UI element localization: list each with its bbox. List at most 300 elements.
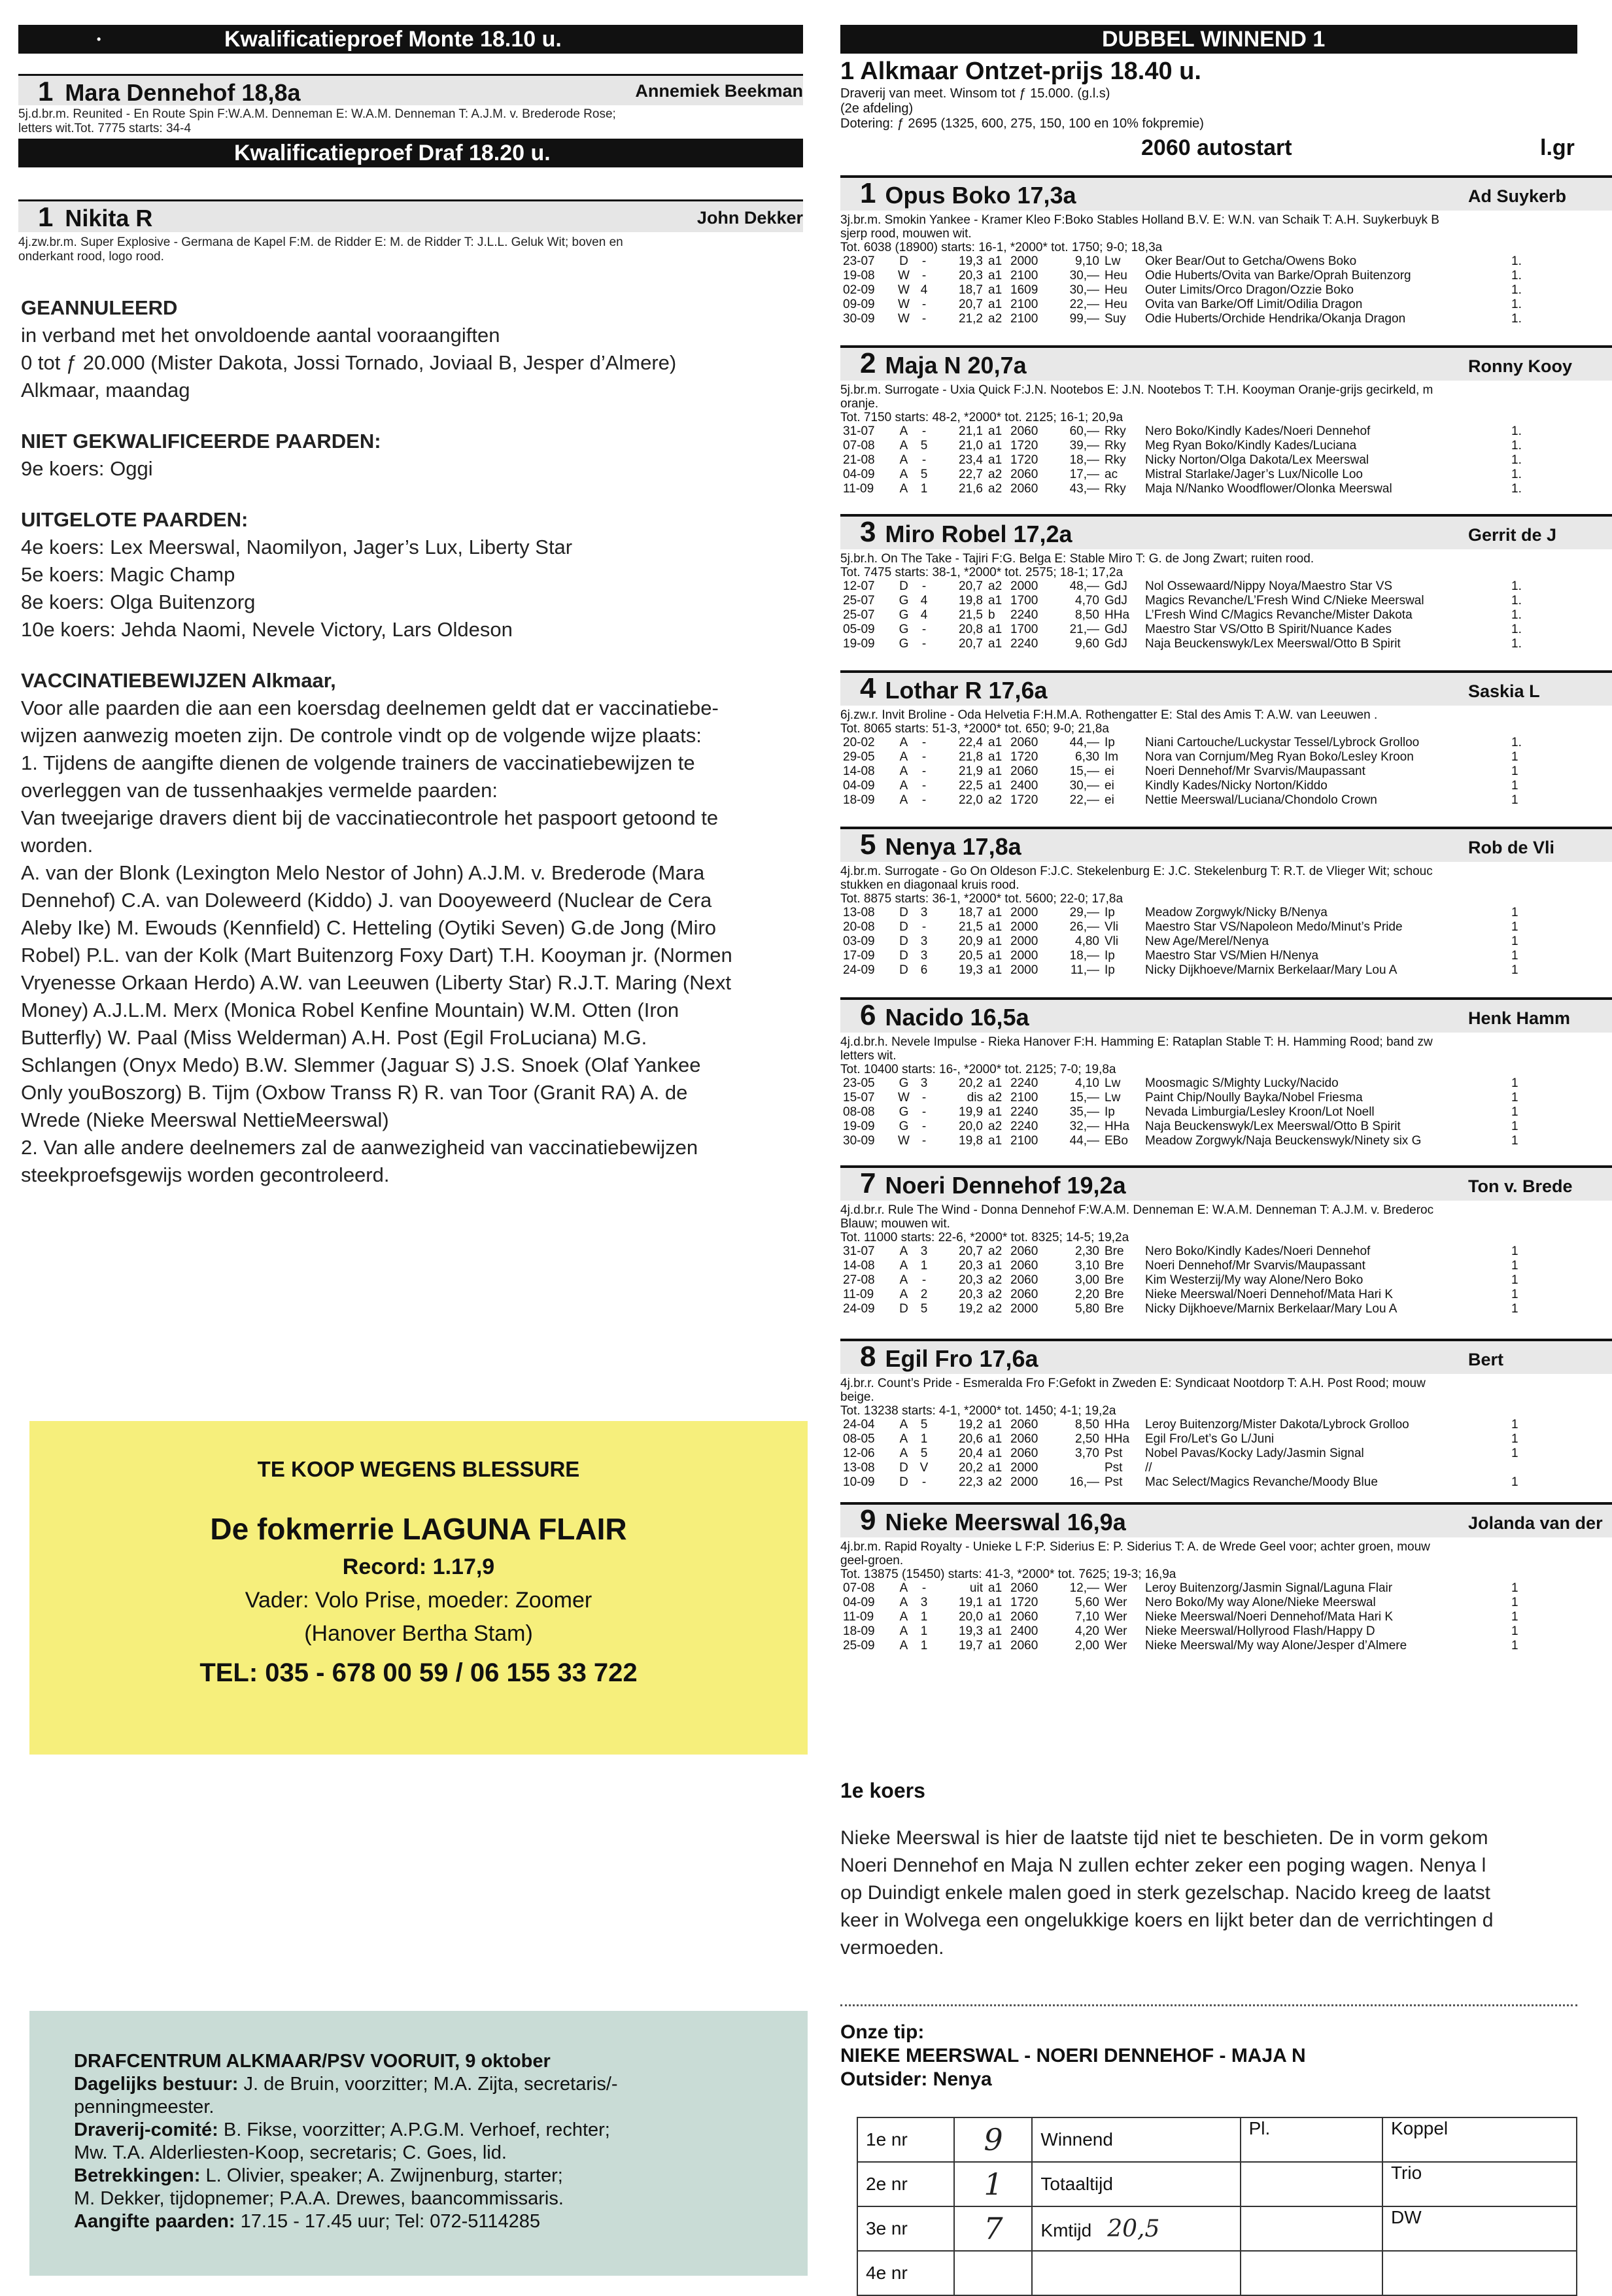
grid-extra: Pl. (1241, 2117, 1382, 2162)
table-row (840, 1091, 1535, 1105)
table-cell: 1. (1511, 298, 1522, 311)
table-cell: 4 (920, 608, 928, 622)
table-cell: Wer (1105, 1596, 1127, 1609)
table-cell: 21-08 (843, 453, 875, 467)
table-row (840, 963, 1535, 978)
table-cell: 1 (1511, 764, 1518, 778)
koers-title: 1e koers (840, 1779, 925, 1802)
table-row (840, 750, 1535, 764)
table-cell: 22,7 (959, 468, 983, 481)
table-cell: 15,— (1069, 1091, 1099, 1105)
grid-row (857, 2117, 1577, 2162)
horse-info-line: Tot. 13875 (15450) starts: 41-3, *2000* tot. 7625; 19-3; 16,9a (840, 1568, 1176, 1581)
table-cell: Odie Huberts/Orchide Hendrika/Okanja Dragon (1145, 312, 1406, 326)
section-line: Vryenesse Orkaan Herdo) A.W. van Leeuwen (Liberty Star) R.J.T. Maring (Next (21, 971, 731, 994)
table-cell: a1 (988, 1105, 1003, 1119)
table-cell: 18-09 (843, 1624, 875, 1638)
table-cell: G (899, 637, 909, 651)
table-cell (1048, 1461, 1102, 1475)
table-cell: A (899, 1624, 908, 1638)
table-row (840, 312, 1535, 326)
form-table (840, 736, 1535, 808)
table-row (840, 1447, 1535, 1461)
table-cell: - (921, 1120, 927, 1133)
table-cell: 07-08 (843, 439, 875, 453)
table-cell: A (899, 779, 908, 793)
table-cell: 20,9 (959, 934, 983, 948)
section-line: 2. Van alle andere deelnemers zal de aanwezigheid van vaccinatiebewijzen (21, 1136, 698, 1159)
driver-name: Rob de Vli (1468, 838, 1555, 857)
table-cell: 1. (1511, 468, 1522, 481)
table-cell: D (899, 906, 908, 919)
board-info-box (29, 2011, 808, 2276)
table-cell: a1 (988, 1447, 1003, 1460)
table-cell: 4,10 (1075, 1076, 1099, 1090)
table-cell: 2060 (1010, 764, 1038, 778)
table-cell: Maestro Star VS/Otto B Spirit/Nuance Kades (1145, 623, 1392, 636)
table-cell: Nevada Limburgia/Lesley Kroon/Lot Noell (1145, 1105, 1375, 1119)
table-cell: 2,30 (1075, 1244, 1099, 1258)
table-cell: 20,0 (959, 1120, 983, 1133)
ad-parents: Vader: Volo Prise, moeder: Zoomer (245, 1588, 592, 1613)
table-cell: 1 (1511, 906, 1518, 919)
horse-number: 9 (860, 1504, 876, 1536)
table-cell: Heu (1105, 269, 1127, 283)
table-cell: D (899, 920, 908, 934)
table-cell: - (921, 793, 927, 807)
horse-info-line: Tot. 6038 (18900) starts: 16-1, *2000* tot. 1750; 9-0; 18,3a (840, 241, 1163, 254)
table-row (840, 1134, 1535, 1148)
table-cell: - (921, 1273, 927, 1287)
table-cell: a2 (988, 1091, 1003, 1105)
table-cell: 31-07 (843, 1244, 875, 1258)
horse-number: 7 (860, 1167, 876, 1199)
section-title: UITGELOTE PAARDEN: (21, 508, 249, 531)
horse-number: 1 (860, 177, 876, 209)
table-cell: a1 (988, 1596, 1003, 1609)
table-cell: 31-07 (843, 424, 875, 438)
koers-line: keer in Wolvega een ongelukkige koers en lijkt beter dan de verrichtingen d (840, 1910, 1494, 1931)
table-cell: 5 (920, 1418, 928, 1431)
driver-name: Gerrit de J (1468, 525, 1557, 545)
table-row (840, 298, 1535, 312)
table-cell: - (921, 269, 927, 283)
table-cell: Ovita van Barke/Off Limit/Odilia Dragon (1145, 298, 1363, 311)
grid-right: Trio (1382, 2162, 1577, 2206)
driver-name: Ad Suykerb (1468, 186, 1567, 206)
table-cell: 12-07 (843, 579, 875, 593)
horse-info-line: 5j.br.h. On The Take - Tajiri F:G. Belga E: Stable Miro T: G. de Jong Zwart; ruiten rood. (840, 552, 1314, 566)
table-cell: - (921, 312, 927, 326)
table-cell: Im (1105, 750, 1119, 764)
board-row (74, 2210, 808, 2233)
section-line: worden. (21, 834, 94, 857)
table-cell: Mac Select/Magics Revanche/Moody Blue (1145, 1475, 1378, 1489)
table-cell: - (921, 1091, 927, 1105)
table-cell: 19-09 (843, 1120, 875, 1133)
board-row (74, 2187, 808, 2210)
horse-info (840, 1033, 1612, 1076)
table-cell: A (899, 736, 908, 749)
table-cell: 20,6 (959, 1432, 983, 1446)
horse-info (840, 549, 1612, 579)
table-cell: a1 (988, 920, 1003, 934)
section-line: Alkmaar, maandag (21, 379, 190, 402)
grid-hand-number: 9 (954, 2117, 1032, 2162)
section-line: Robel) P.L. van der Kolk (Mart Buitenzorg Foxy Dart) T.H. Kooyman jr. (Normen (21, 944, 732, 967)
table-cell: New Age/Merel/Nenya (1145, 934, 1269, 948)
section-line: Money) A.J.L.M. Merx (Monica Robel Kenfine Mountain) W.M. Otten (Iron (21, 999, 679, 1021)
table-cell: 21,0 (959, 439, 983, 453)
table-cell: 30,— (1069, 269, 1099, 283)
table-cell: V (919, 1461, 929, 1475)
table-cell: 2100 (1010, 1134, 1038, 1148)
table-cell: Nieke Meerswal/Hollyrood Flash/Happy D (1145, 1624, 1375, 1638)
table-cell: Naja Beuckenswyk/Lex Meerswal/Otto B Spirit (1145, 637, 1401, 651)
table-cell: A (899, 1610, 908, 1624)
table-cell: 30,— (1069, 779, 1099, 793)
grid-right (1382, 2251, 1577, 2295)
table-cell: 20,3 (959, 269, 983, 283)
table-cell: 8,50 (1075, 608, 1099, 622)
horse-info-line: geel-groen. (840, 1554, 904, 1568)
table-row (840, 1610, 1535, 1624)
board-title: DRAFCENTRUM ALKMAAR/PSV VOORUIT, 9 oktober (74, 2051, 551, 2072)
table-cell: Naja Beuckenswyk/Lex Meerswal/Otto B Spirit (1145, 1120, 1401, 1133)
table-cell: 30,— (1069, 283, 1099, 297)
table-cell: Outer Limits/Orco Dragon/Ozzie Boko (1145, 283, 1354, 297)
horse-name: Maja N 20,7a (885, 352, 1027, 379)
table-cell: 1 (1511, 779, 1518, 793)
table-cell: 4,80 (1075, 934, 1099, 948)
table-cell: 19,2 (959, 1418, 983, 1431)
horse-info-line: Tot. 11000 starts: 22-6, *2000* tot. 8325; 14-5; 19,2a (840, 1231, 1129, 1244)
table-cell: 18,7 (959, 906, 983, 919)
horse-name: Lothar R 17,6a (885, 677, 1048, 704)
table-cell: a1 (988, 1610, 1003, 1624)
table-cell: 18,— (1069, 453, 1099, 467)
table-cell: a2 (988, 1475, 1003, 1489)
table-cell: G (899, 1105, 909, 1119)
table-cell: Ip (1105, 736, 1115, 749)
table-cell: A (899, 1259, 908, 1273)
table-cell: Lw (1105, 254, 1121, 268)
table-cell: a2 (988, 793, 1003, 807)
section-line: in verband met het onvoldoende aantal vooraangiften (21, 324, 500, 347)
table-cell: Nieke Meerswal/My way Alone/Jesper d’Almere (1145, 1639, 1407, 1653)
table-cell: 4 (920, 283, 928, 297)
table-cell: a1 (988, 298, 1003, 311)
table-cell: 6 (920, 963, 928, 977)
driver-name: Ronny Kooy (1468, 356, 1572, 376)
table-cell: 19,8 (959, 594, 983, 608)
table-cell: 19,2 (959, 1302, 983, 1316)
table-cell: 2100 (1010, 298, 1038, 311)
section-line: 5e koers: Magic Champ (21, 563, 235, 586)
table-cell: Nero Boko/My way Alone/Nieke Meerswal (1145, 1596, 1376, 1609)
board-row (74, 2073, 808, 2096)
horse-header (840, 175, 1612, 211)
horse-entry (840, 670, 1612, 808)
table-row (840, 608, 1535, 623)
horse-number: 6 (860, 999, 876, 1031)
table-cell: 1. (1511, 283, 1522, 297)
table-cell: 1609 (1010, 283, 1038, 297)
table-cell: 1. (1511, 579, 1522, 593)
table-row (840, 920, 1535, 934)
table-cell: 19,3 (959, 1624, 983, 1638)
table-cell: Odie Huberts/Ovita van Barke/Oprah Buitenzorg (1145, 269, 1411, 283)
bullet-icon: • (97, 33, 101, 46)
table-cell: dis (967, 1091, 983, 1105)
table-cell: Vli (1105, 934, 1119, 948)
table-cell: Rky (1105, 439, 1126, 453)
table-cell: Noeri Dennehof/Mr Svarvis/Maupassant (1145, 1259, 1365, 1273)
horse-header (840, 1339, 1612, 1374)
table-cell: a1 (988, 269, 1003, 283)
draf-header-bar (18, 139, 803, 167)
table-cell: 2000 (1010, 920, 1038, 934)
horse-info-line: stukken en diagonaal kruis rood. (840, 878, 1020, 892)
horse-header (840, 827, 1612, 862)
table-cell: A (899, 764, 908, 778)
table-cell: Nora van Cornjum/Meg Ryan Boko/Lesley Kroon (1145, 750, 1414, 764)
table-cell: Rky (1105, 453, 1126, 467)
table-cell: 2060 (1010, 1418, 1038, 1431)
table-cell: D (899, 1475, 908, 1489)
table-cell: 1 (1511, 750, 1518, 764)
table-cell: 1 (1511, 1418, 1518, 1431)
table-cell: W (898, 283, 910, 297)
race-condition-line: Draverij van meet. Winsom tot ƒ 15.000. (g.l.s) (840, 86, 1110, 101)
board-row (74, 2119, 808, 2142)
table-row (840, 1105, 1535, 1120)
table-cell: 25-07 (843, 594, 875, 608)
table-cell: 5,60 (1075, 1596, 1099, 1609)
board-row-text: L. Olivier, speaker; A. Zwijnenburg, starter; (200, 2165, 563, 2186)
table-cell: 14-08 (843, 1259, 875, 1273)
table-cell (1509, 1461, 1535, 1475)
table-cell: 09-09 (843, 298, 875, 311)
section-line: 9e koers: Oggi (21, 457, 153, 480)
ad-heading: TE KOOP WEGENS BLESSURE (257, 1457, 580, 1481)
table-cell: a1 (988, 1432, 1003, 1446)
table-cell: 2100 (1010, 1091, 1038, 1105)
table-cell: W (898, 1134, 910, 1148)
table-cell: Wer (1105, 1581, 1127, 1595)
table-row (840, 1288, 1535, 1302)
table-row (840, 1244, 1535, 1259)
table-cell: 1 (1511, 963, 1518, 977)
table-cell: G (899, 594, 909, 608)
table-cell: 1 (1511, 1447, 1518, 1460)
horse-name: Nacido 16,5a (885, 1004, 1029, 1031)
table-cell: 08-05 (843, 1432, 875, 1446)
table-cell: a1 (988, 1134, 1003, 1148)
driver-name: Henk Hamm (1468, 1008, 1571, 1028)
section-line: 0 tot ƒ 20.000 (Mister Dakota, Jossi Tornado, Joviaal B, Jesper d’Almere) (21, 351, 677, 374)
board-row-text: Mw. T.A. Alderliesten-Koop, secretaris; C. Goes, lid. (74, 2142, 507, 2163)
table-cell: 29-05 (843, 750, 875, 764)
table-cell: 1720 (1010, 439, 1038, 453)
table-cell: 20,0 (959, 1610, 983, 1624)
section-line: overleggen van de tussenhaakjes vermelde paarden: (21, 779, 498, 802)
table-cell: Nicky Dijkhoeve/Marnix Berkelaar/Mary Lou A (1145, 963, 1398, 977)
table-cell: - (921, 637, 927, 651)
table-cell: 19,3 (959, 963, 983, 977)
table-cell: 8,50 (1075, 1418, 1099, 1431)
horse-header (840, 1165, 1612, 1201)
table-cell: - (921, 764, 927, 778)
table-cell: a1 (988, 934, 1003, 948)
board-rows (74, 2073, 808, 2233)
table-cell: D (899, 579, 908, 593)
horse-info-line: Tot. 13238 starts: 4-1, *2000* tot. 1450; 4-1; 19,2a (840, 1404, 1116, 1418)
table-cell: 25-09 (843, 1639, 875, 1653)
table-cell: a1 (988, 1581, 1003, 1595)
outsider-text: Outsider: Nenya (840, 2068, 992, 2090)
table-cell: a2 (988, 312, 1003, 326)
horse-name: Nikita R (65, 205, 153, 231)
table-cell: Ip (1105, 906, 1115, 919)
table-cell: W (898, 312, 910, 326)
table-cell: Ip (1105, 963, 1115, 977)
table-cell: 3,70 (1075, 1447, 1099, 1460)
table-cell: 2400 (1010, 779, 1038, 793)
grid-label-text: Kmtijd (1040, 2219, 1092, 2240)
table-cell: A (899, 482, 908, 496)
table-cell: a2 (988, 1273, 1003, 1287)
table-cell: 2060 (1010, 1288, 1038, 1301)
table-row (840, 1302, 1535, 1316)
table-cell: A (899, 1447, 908, 1460)
table-cell: a1 (988, 1418, 1003, 1431)
form-table (840, 1076, 1535, 1148)
table-cell: 2060 (1010, 1259, 1038, 1273)
table-cell: Ip (1105, 949, 1115, 963)
table-cell: 3 (920, 934, 928, 948)
table-cell: 1 (920, 1624, 928, 1638)
board-row-text: penningmeester. (74, 2097, 214, 2117)
monte-horse-info (18, 107, 803, 136)
table-cell: Nieke Meerswal/Noeri Dennehof/Mata Hari K (1145, 1610, 1394, 1624)
horse-info-line: letters wit. (840, 1049, 897, 1063)
table-cell: Pst (1105, 1447, 1123, 1460)
table-cell: Maja N/Nanko Woodflower/Olonka Meerswal (1145, 482, 1392, 496)
table-cell: 2000 (1010, 1461, 1038, 1475)
table-cell: a2 (988, 1288, 1003, 1301)
horse-entry (840, 345, 1612, 496)
table-cell: 2240 (1010, 1120, 1038, 1133)
koers-text (840, 1825, 1612, 1962)
table-cell: 21,9 (959, 764, 983, 778)
horse-info (840, 706, 1612, 736)
grid-hand-time: 20,5 (1107, 2215, 1160, 2242)
table-row (840, 1475, 1535, 1490)
tip-label: Onze tip: (840, 2021, 925, 2043)
table-cell: a1 (988, 906, 1003, 919)
ad-record: Record: 1.17,9 (342, 1554, 495, 1579)
horse-info-line: 3j.br.m. Smokin Yankee - Kramer Kleo F:Boko Stables Holland B.V. E: W.N. van Schaik T: A.H. Suykerbuyk B (840, 213, 1439, 227)
section-title: NIET GEKWALIFICEERDE PAARDEN: (21, 430, 381, 453)
table-cell: Leroy Buitenzorg/Mister Dakota/Lybrock Grolloo (1145, 1418, 1409, 1431)
table-cell: Leroy Buitenzorg/Jasmin Signal/Laguna Flair (1145, 1581, 1393, 1595)
table-cell: a1 (988, 750, 1003, 764)
table-cell: 20,4 (959, 1447, 983, 1460)
table-row (840, 1639, 1535, 1653)
table-cell: a1 (988, 963, 1003, 977)
table-cell: 18,— (1069, 949, 1099, 963)
table-cell: A (899, 1244, 908, 1258)
grid-row (857, 2162, 1577, 2206)
driver-name: Jolanda van der (1468, 1513, 1603, 1533)
table-cell: - (921, 623, 927, 636)
table-cell: Moosmagic S/Mighty Lucky/Nacido (1145, 1076, 1339, 1090)
horse-info-line: Tot. 10400 starts: 16-, *2000* tot. 2125; 7-0; 19,8a (840, 1063, 1116, 1076)
section-line: Voor alle paarden die aan een koersdag deelnemen geldt dat er vaccinatiebe- (21, 696, 719, 719)
table-cell: 1700 (1010, 623, 1038, 636)
horse-info-line: 6j.zw.r. Invit Broline - Oda Helvetia F:H.M.A. Rothengatter E: Stal des Amis T: A.W. van Leeuwen . (840, 708, 1378, 722)
table-cell: Egil Fro/Let’s Go L/Juni (1145, 1432, 1275, 1446)
table-row (840, 453, 1535, 468)
horse-header (840, 514, 1612, 549)
table-cell: Pst (1105, 1461, 1123, 1475)
table-cell: 2060 (1010, 1244, 1038, 1258)
table-cell: 1 (1511, 1432, 1518, 1446)
table-row (840, 736, 1535, 750)
dubbel-winnend-text: DUBBEL WINNEND 1 (1102, 27, 1326, 52)
grid-label (1032, 2117, 1240, 2162)
horse-info-line: sjerp rood, mouwen wit. (840, 227, 972, 241)
table-cell: a1 (988, 594, 1003, 608)
table-row (840, 254, 1535, 269)
grid-nr: 2e nr (857, 2162, 954, 2206)
table-cell: 10-09 (843, 1475, 875, 1489)
grid-hand-number (954, 2251, 1032, 2295)
table-cell: 1 (1511, 1259, 1518, 1273)
table-row (840, 793, 1535, 808)
table-cell: 1 (1511, 1610, 1518, 1624)
grid-row (857, 2206, 1577, 2251)
table-cell: 5 (920, 1302, 928, 1316)
grid-label (1032, 2251, 1240, 2295)
table-cell: 5 (920, 468, 928, 481)
grid-extra (1241, 2206, 1382, 2251)
table-row (840, 439, 1535, 453)
table-cell: a1 (988, 283, 1003, 297)
board-row-label: Betrekkingen: (74, 2165, 201, 2186)
table-row (840, 623, 1535, 637)
horse-info-line: Tot. 8875 starts: 36-1, *2000* tot. 5600; 22-0; 17,8a (840, 892, 1123, 906)
table-row (840, 1259, 1535, 1273)
table-cell: 1 (1511, 920, 1518, 934)
table-row (840, 1120, 1535, 1134)
section-line: Wrede (Nieke Meerswal NettieMeerswal) (21, 1108, 389, 1131)
table-cell: 1 (1511, 1288, 1518, 1301)
board-row (74, 2165, 808, 2187)
table-cell: Nero Boko/Kindly Kades/Noeri Dennehof (1145, 424, 1371, 438)
table-cell: 30-09 (843, 312, 875, 326)
horse-entry (840, 1502, 1612, 1653)
table-cell: - (921, 920, 927, 934)
table-cell: 2000 (1010, 934, 1038, 948)
table-row (840, 779, 1535, 793)
table-cell: 24-09 (843, 963, 875, 977)
horse-info-line: beige. (840, 1390, 874, 1404)
table-cell: 1720 (1010, 793, 1038, 807)
horse-info (840, 862, 1612, 906)
section-title: VACCINATIEBEWIJZEN Alkmaar, (21, 669, 336, 692)
